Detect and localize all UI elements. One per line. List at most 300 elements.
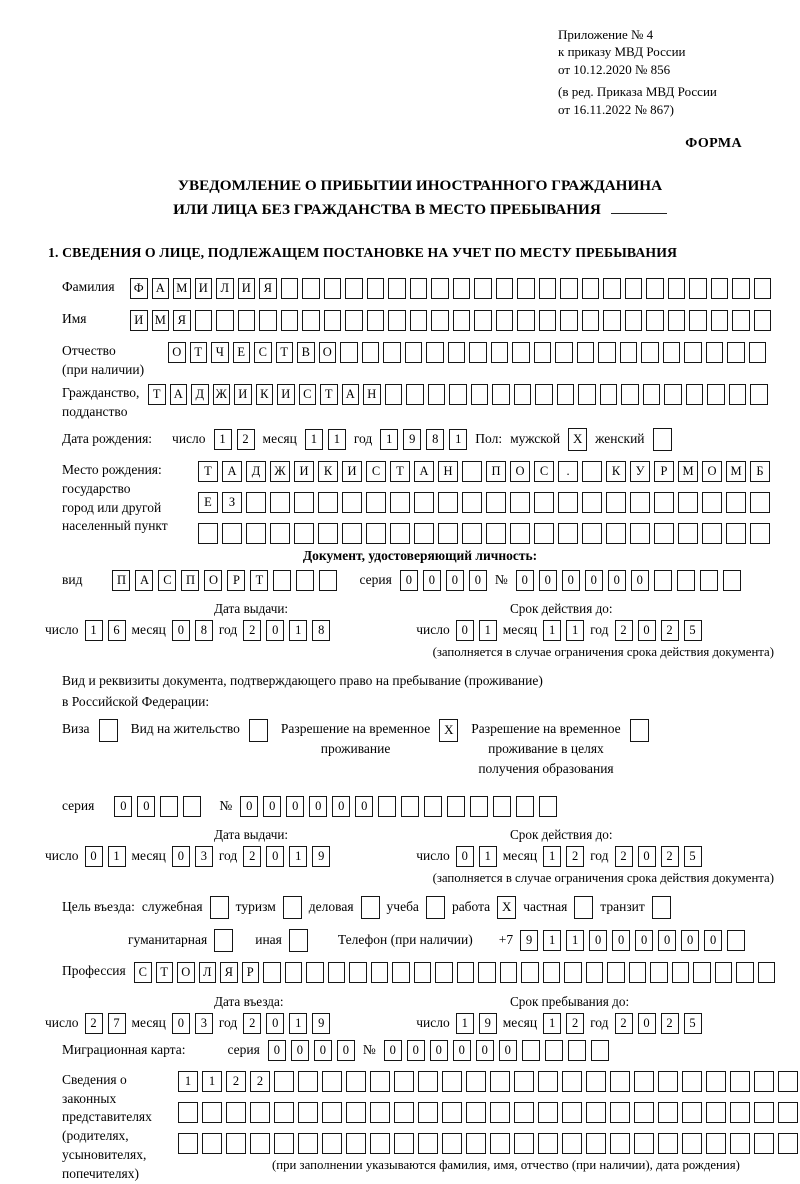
cell bbox=[582, 278, 600, 299]
cell bbox=[346, 1071, 366, 1092]
cell bbox=[222, 523, 242, 544]
cell: Ч bbox=[211, 342, 229, 363]
cell bbox=[273, 570, 291, 591]
representatives-label: Сведения о законных представителях (родителях, усыновителях, попечителях) bbox=[62, 1071, 152, 1182]
cell bbox=[259, 310, 277, 331]
cell bbox=[510, 523, 530, 544]
residence-doc-intro bbox=[62, 670, 778, 713]
cell bbox=[438, 523, 458, 544]
cell: А bbox=[342, 384, 360, 405]
cell: Я bbox=[259, 278, 277, 299]
cell bbox=[345, 310, 363, 331]
cell: 2 bbox=[85, 1013, 103, 1034]
month-label: месяц bbox=[262, 431, 297, 447]
purpose-work-label: работа bbox=[451, 899, 491, 915]
cell bbox=[385, 384, 403, 405]
valid-year-cells bbox=[615, 620, 702, 641]
cell bbox=[727, 930, 745, 951]
cell bbox=[606, 523, 626, 544]
visa-label: Виза bbox=[62, 720, 90, 736]
residence-intro-line2: в Российской Федерации: bbox=[62, 694, 210, 710]
representatives-cells-row1 bbox=[178, 1071, 798, 1092]
cell: 1 bbox=[289, 1013, 307, 1034]
cell bbox=[621, 384, 639, 405]
entry-month-cells bbox=[172, 1013, 213, 1034]
cell bbox=[672, 962, 690, 983]
cell bbox=[263, 962, 281, 983]
cell bbox=[270, 523, 290, 544]
cell bbox=[732, 278, 750, 299]
cell bbox=[302, 310, 320, 331]
option-temporary-residence-education bbox=[471, 719, 648, 780]
cell bbox=[298, 1133, 318, 1154]
migration-card-row bbox=[62, 1040, 778, 1061]
purpose-humanitarian-checkbox bbox=[214, 929, 233, 952]
cell: Е bbox=[233, 342, 251, 363]
cell bbox=[668, 278, 686, 299]
cell bbox=[646, 278, 664, 299]
identity-doc-dates bbox=[45, 620, 778, 641]
cell bbox=[492, 384, 510, 405]
cell bbox=[298, 1071, 318, 1092]
cell: 1 bbox=[479, 620, 497, 641]
valid-until-header: Срок действия до: bbox=[510, 826, 613, 842]
temporary-residence-checkbox: X bbox=[439, 719, 458, 742]
sex-male-label: мужской bbox=[510, 431, 561, 447]
birth-year-cells bbox=[380, 429, 467, 450]
cell bbox=[370, 1102, 390, 1123]
representatives-cells bbox=[178, 1071, 798, 1154]
cell: С bbox=[134, 962, 152, 983]
cell: О bbox=[702, 461, 722, 482]
cell bbox=[491, 342, 509, 363]
cell bbox=[754, 1102, 774, 1123]
cell bbox=[677, 570, 695, 591]
purpose-other-checkbox bbox=[289, 929, 308, 952]
cell: 7 bbox=[108, 1013, 126, 1034]
cell: Т bbox=[250, 570, 268, 591]
cell bbox=[202, 1102, 222, 1123]
cell bbox=[367, 310, 385, 331]
cell: Ж bbox=[213, 384, 231, 405]
cell bbox=[582, 523, 602, 544]
option-temporary-residence bbox=[281, 719, 458, 760]
cell: 0 bbox=[631, 570, 649, 591]
purpose-business-label: деловая bbox=[308, 899, 354, 915]
cell bbox=[342, 523, 362, 544]
cell: 2 bbox=[243, 846, 261, 867]
cell: О bbox=[204, 570, 222, 591]
cell bbox=[274, 1071, 294, 1092]
cell bbox=[378, 796, 396, 817]
cell bbox=[778, 1071, 798, 1092]
cell bbox=[538, 1102, 558, 1123]
cell bbox=[582, 461, 602, 482]
cell bbox=[496, 278, 514, 299]
option-visa bbox=[62, 719, 118, 742]
cell bbox=[296, 570, 314, 591]
cell bbox=[202, 1133, 222, 1154]
entry-date-header: Дата въезда: bbox=[214, 993, 284, 1009]
cell bbox=[702, 523, 722, 544]
cell: М bbox=[152, 310, 170, 331]
cell: 0 bbox=[332, 796, 350, 817]
cell: Ж bbox=[270, 461, 290, 482]
cell bbox=[758, 962, 776, 983]
doc-number-cells bbox=[516, 570, 741, 591]
cell bbox=[664, 384, 682, 405]
birth-place-cells-row3 bbox=[198, 523, 770, 544]
cell bbox=[388, 278, 406, 299]
day-label: число bbox=[416, 622, 450, 638]
res-valid-day-cells bbox=[456, 846, 497, 867]
cell bbox=[620, 342, 638, 363]
res-number-label: № bbox=[219, 798, 233, 814]
cell bbox=[178, 1102, 198, 1123]
cell: З bbox=[222, 492, 242, 513]
cell bbox=[462, 461, 482, 482]
cell: 0 bbox=[638, 1013, 656, 1034]
cell bbox=[654, 570, 672, 591]
cell: 2 bbox=[566, 846, 584, 867]
cell bbox=[322, 1133, 342, 1154]
cell: 0 bbox=[400, 570, 418, 591]
identity-doc-header: Документ, удостоверяющий личность: bbox=[302, 547, 538, 563]
cell bbox=[318, 523, 338, 544]
cell: 2 bbox=[661, 1013, 679, 1034]
cell bbox=[324, 310, 342, 331]
visit-purpose-row2 bbox=[128, 929, 778, 952]
cell bbox=[418, 1133, 438, 1154]
residence-doc-options bbox=[62, 719, 778, 780]
cell bbox=[726, 523, 746, 544]
cell bbox=[727, 342, 745, 363]
cell bbox=[324, 278, 342, 299]
cell: 9 bbox=[312, 846, 330, 867]
cell: Т bbox=[198, 461, 218, 482]
cell bbox=[568, 1040, 586, 1061]
cell bbox=[586, 962, 604, 983]
cell: П bbox=[181, 570, 199, 591]
cell: 0 bbox=[585, 570, 603, 591]
year-label: год bbox=[353, 431, 373, 447]
birth-place-cells-row1 bbox=[198, 461, 770, 482]
representatives-cells-row3 bbox=[178, 1133, 798, 1154]
cell bbox=[726, 492, 746, 513]
cell: 0 bbox=[266, 1013, 284, 1034]
purpose-study-label: учеба bbox=[386, 899, 419, 915]
cell: 0 bbox=[286, 796, 304, 817]
cell bbox=[367, 278, 385, 299]
stay-day-cells bbox=[456, 1013, 497, 1034]
cell bbox=[447, 796, 465, 817]
cell bbox=[466, 1133, 486, 1154]
purpose-study-checkbox bbox=[426, 896, 445, 919]
cell bbox=[246, 523, 266, 544]
cell bbox=[582, 310, 600, 331]
cell: В bbox=[297, 342, 315, 363]
cell bbox=[689, 310, 707, 331]
cell bbox=[610, 1102, 630, 1123]
cell bbox=[160, 796, 178, 817]
cell bbox=[562, 1071, 582, 1092]
month-label: месяц bbox=[502, 848, 538, 864]
purpose-tourism-checkbox bbox=[283, 896, 302, 919]
option-residence-permit bbox=[131, 719, 268, 742]
purpose-transit-label: транзит bbox=[600, 899, 645, 915]
cell: 0 bbox=[137, 796, 155, 817]
cell bbox=[294, 492, 314, 513]
cell bbox=[600, 384, 618, 405]
cell bbox=[730, 1071, 750, 1092]
sex-female-checkbox bbox=[653, 428, 672, 451]
cell bbox=[496, 310, 514, 331]
cell bbox=[401, 796, 419, 817]
res-issue-month-cells bbox=[172, 846, 213, 867]
cell bbox=[534, 492, 554, 513]
entry-date bbox=[45, 1013, 330, 1034]
cell bbox=[349, 962, 367, 983]
cell: 0 bbox=[430, 1040, 448, 1061]
cell bbox=[306, 962, 324, 983]
cell: 1 bbox=[178, 1071, 198, 1092]
purpose-private-checkbox bbox=[574, 896, 593, 919]
month-label: месяц bbox=[131, 848, 166, 864]
title-blank-underline bbox=[611, 199, 667, 214]
purpose-humanitarian-label: гуманитарная bbox=[128, 932, 208, 948]
cell: 0 bbox=[384, 1040, 402, 1061]
cell: 2 bbox=[243, 620, 261, 641]
cell bbox=[490, 1133, 510, 1154]
year-label: год bbox=[590, 848, 609, 864]
cell bbox=[414, 523, 434, 544]
cell: С bbox=[299, 384, 317, 405]
cell: 6 bbox=[108, 620, 126, 641]
cell bbox=[431, 310, 449, 331]
patronymic-cells bbox=[168, 342, 766, 363]
cell: Т bbox=[320, 384, 338, 405]
residence-doc-dates bbox=[45, 846, 778, 867]
day-label: число bbox=[416, 848, 450, 864]
cell: Р bbox=[227, 570, 245, 591]
cell bbox=[663, 342, 681, 363]
birth-place-row bbox=[62, 461, 778, 544]
cell bbox=[414, 962, 432, 983]
cell: 0 bbox=[172, 1013, 190, 1034]
cell bbox=[514, 1071, 534, 1092]
cell bbox=[469, 342, 487, 363]
cell bbox=[216, 310, 234, 331]
cell bbox=[462, 523, 482, 544]
cell bbox=[322, 1071, 342, 1092]
residence-issue-date bbox=[45, 846, 330, 867]
cell bbox=[462, 492, 482, 513]
cell bbox=[270, 492, 290, 513]
cell: 0 bbox=[681, 930, 699, 951]
cell bbox=[490, 1102, 510, 1123]
cell bbox=[426, 342, 444, 363]
cell: 0 bbox=[114, 796, 132, 817]
cell: И bbox=[342, 461, 362, 482]
cell: М bbox=[726, 461, 746, 482]
residence-valid-date bbox=[416, 846, 701, 867]
valid-day-cells bbox=[456, 620, 497, 641]
cell bbox=[418, 1071, 438, 1092]
cell: 0 bbox=[608, 570, 626, 591]
cell bbox=[453, 278, 471, 299]
cell: 1 bbox=[449, 429, 467, 450]
cell bbox=[431, 278, 449, 299]
cell: 0 bbox=[658, 930, 676, 951]
cell bbox=[730, 1133, 750, 1154]
cell: 1 bbox=[566, 930, 584, 951]
profession-row bbox=[62, 962, 778, 983]
cell bbox=[539, 796, 557, 817]
cell bbox=[646, 310, 664, 331]
cell: 1 bbox=[202, 1071, 222, 1092]
cell bbox=[340, 342, 358, 363]
res-series-label: серия bbox=[62, 798, 95, 814]
phone-prefix: +7 bbox=[498, 932, 514, 948]
cell: 1 bbox=[289, 846, 307, 867]
cell bbox=[603, 278, 621, 299]
header-amendment-line: (в ред. Приказа МВД России bbox=[558, 84, 717, 100]
cell bbox=[607, 962, 625, 983]
cell bbox=[274, 1133, 294, 1154]
cell bbox=[319, 570, 337, 591]
cell bbox=[778, 1102, 798, 1123]
cell: 0 bbox=[268, 1040, 286, 1061]
residence-intro-line1: Вид и реквизиты документа, подтверждающего право на пребывание (проживание) bbox=[62, 672, 543, 688]
res-number-cells bbox=[240, 796, 557, 817]
doc-series-label: серия bbox=[359, 572, 392, 588]
cell: 0 bbox=[453, 1040, 471, 1061]
cell bbox=[486, 492, 506, 513]
cell bbox=[625, 310, 643, 331]
purpose-private-label: частная bbox=[523, 899, 568, 915]
cell bbox=[238, 310, 256, 331]
purpose-transit-checkbox bbox=[652, 896, 671, 919]
header-line: от 10.12.2020 № 856 bbox=[558, 61, 671, 77]
cell: 1 bbox=[543, 620, 561, 641]
cell: 0 bbox=[562, 570, 580, 591]
citizenship-row bbox=[62, 384, 778, 422]
cell bbox=[736, 962, 754, 983]
cell bbox=[750, 492, 770, 513]
cell: 2 bbox=[661, 620, 679, 641]
title-line-2: ИЛИ ЛИЦА БЕЗ ГРАЖДАНСТВА В МЕСТО ПРЕБЫВАНИЯ bbox=[62, 198, 778, 222]
cell: С bbox=[534, 461, 554, 482]
cell bbox=[478, 962, 496, 983]
cell bbox=[582, 492, 602, 513]
residence-doc-date-headers bbox=[62, 827, 778, 843]
cell bbox=[322, 1102, 342, 1123]
surname-cells bbox=[130, 278, 771, 299]
profession-cells bbox=[134, 962, 775, 983]
cell: Я bbox=[220, 962, 238, 983]
cell: Е bbox=[198, 492, 218, 513]
cell bbox=[630, 492, 650, 513]
visit-purpose-label: Цель въезда: bbox=[62, 899, 135, 915]
cell bbox=[578, 384, 596, 405]
cell bbox=[682, 1133, 702, 1154]
cell: Т bbox=[190, 342, 208, 363]
res-valid-month-cells bbox=[543, 846, 584, 867]
cell bbox=[328, 962, 346, 983]
cell bbox=[442, 1102, 462, 1123]
cell: 0 bbox=[314, 1040, 332, 1061]
cell bbox=[693, 962, 711, 983]
cell bbox=[555, 342, 573, 363]
cell: 0 bbox=[456, 620, 474, 641]
cell: Л bbox=[216, 278, 234, 299]
doc-number-label: № bbox=[494, 572, 508, 588]
cell bbox=[706, 1102, 726, 1123]
cell bbox=[610, 1071, 630, 1092]
cell bbox=[370, 1133, 390, 1154]
cell: 1 bbox=[566, 620, 584, 641]
cell bbox=[711, 310, 729, 331]
cell bbox=[560, 310, 578, 331]
cell bbox=[658, 1133, 678, 1154]
cell: 1 bbox=[456, 1013, 474, 1034]
cell: 0 bbox=[516, 570, 534, 591]
year-label: год bbox=[218, 1015, 238, 1031]
purpose-tourism-label: туризм bbox=[235, 899, 276, 915]
sex-female-label: женский bbox=[595, 431, 645, 447]
cell bbox=[410, 310, 428, 331]
cell bbox=[514, 1102, 534, 1123]
section1-title: 1. СВЕДЕНИЯ О ЛИЦЕ, ПОДЛЕЖАЩЕМ ПОСТАНОВКЕ НА УЧЕТ ПО МЕСТУ ПРЕБЫВАНИЯ bbox=[48, 245, 678, 261]
cell bbox=[629, 962, 647, 983]
cell: Р bbox=[242, 962, 260, 983]
cell bbox=[362, 342, 380, 363]
cell: 0 bbox=[309, 796, 327, 817]
cell bbox=[346, 1133, 366, 1154]
cell bbox=[342, 492, 362, 513]
cell bbox=[512, 342, 530, 363]
cell bbox=[470, 796, 488, 817]
cell bbox=[625, 278, 643, 299]
purpose-other-label: иная bbox=[255, 932, 282, 948]
cell bbox=[707, 384, 725, 405]
cell: Я bbox=[173, 310, 191, 331]
cell bbox=[522, 1040, 540, 1061]
cell: С bbox=[254, 342, 272, 363]
phone-cells bbox=[520, 930, 745, 951]
cell: 0 bbox=[704, 930, 722, 951]
cell: И bbox=[130, 310, 148, 331]
cell bbox=[702, 492, 722, 513]
issue-date-header: Дата выдачи: bbox=[214, 600, 289, 616]
cell bbox=[539, 310, 557, 331]
cell: 1 bbox=[305, 429, 323, 450]
cell bbox=[754, 1071, 774, 1092]
cell: 0 bbox=[539, 570, 557, 591]
name-label: Имя bbox=[62, 311, 87, 327]
cell bbox=[448, 342, 466, 363]
cell: 1 bbox=[543, 1013, 561, 1034]
representatives-row bbox=[62, 1071, 778, 1184]
cell: 9 bbox=[312, 1013, 330, 1034]
cell bbox=[534, 523, 554, 544]
birth-date-row bbox=[62, 428, 778, 451]
cell bbox=[778, 1133, 798, 1154]
month-label: месяц bbox=[502, 622, 538, 638]
cell bbox=[435, 962, 453, 983]
cell: А bbox=[152, 278, 170, 299]
cell: П bbox=[486, 461, 506, 482]
